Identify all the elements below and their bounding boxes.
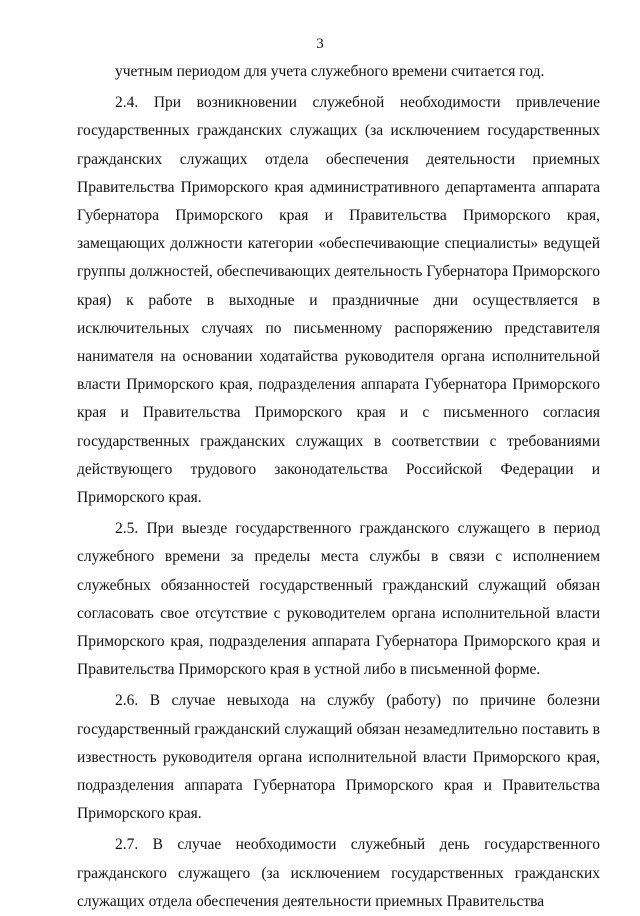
document-body xyxy=(77,58,600,916)
paragraph-2-5: 2.5. При выезде государственного гражданского служащего в период служебного времени за пределы места службы в связи с исполнением служебных обязанностей государственный гражданский служащий обязан согласовать свое отсутствие с руководителем органа исполнительной власти Приморского края, подразделения аппарата Губернатора Приморского края и Правительства Приморского края в устной либо в письменной форме. xyxy=(77,520,600,679)
page-number: 3 xyxy=(316,36,324,52)
paragraph-continuation: учетным периодом для учета служебного времени считается год. xyxy=(115,63,545,80)
paragraph-2-6: 2.6. В случае невыхода на службу (работу) по причине болезни государственный гражданский служащий обязан незамедлительно поставить в известность руководителя органа исполнительной власти Приморского края, подразделения аппарата Губернатора Приморского края и Правительства Приморского края. xyxy=(77,692,600,823)
paragraph-2-7: 2.7. В случае необходимости служебный день государственного гражданского служащего (за исключением государственных гражданских служащих отдела обеспечения деятельности приемных Правительства xyxy=(77,836,600,910)
paragraph-2-4: 2.4. При возникновении служебной необходимости привлечение государственных гражданских служащих (за исключением государственных гражданских служащих отдела обеспечения деятельности приемных Правительства Приморского края административного департамента аппарата Губернатора Приморского края и Правительства Приморского края, замещающих должности категории «обеспечивающие специалисты» ведущей группы должностей, обеспечивающих деятельность Губернатора Приморского края) к работе в выходные и праздничные дни осуществляется в исключительных случаях по письменному распоряжению представителя нанимателя на основании ходатайства руководителя органа исполнительной власти Приморского края, подразделения аппарата Губернатора Приморского края и Правительства Приморского края и с письменного согласия государственных гражданских служащих в соответствии с требованиями действующего трудового законодательства Российской Федерации и Приморского края. xyxy=(77,94,600,507)
